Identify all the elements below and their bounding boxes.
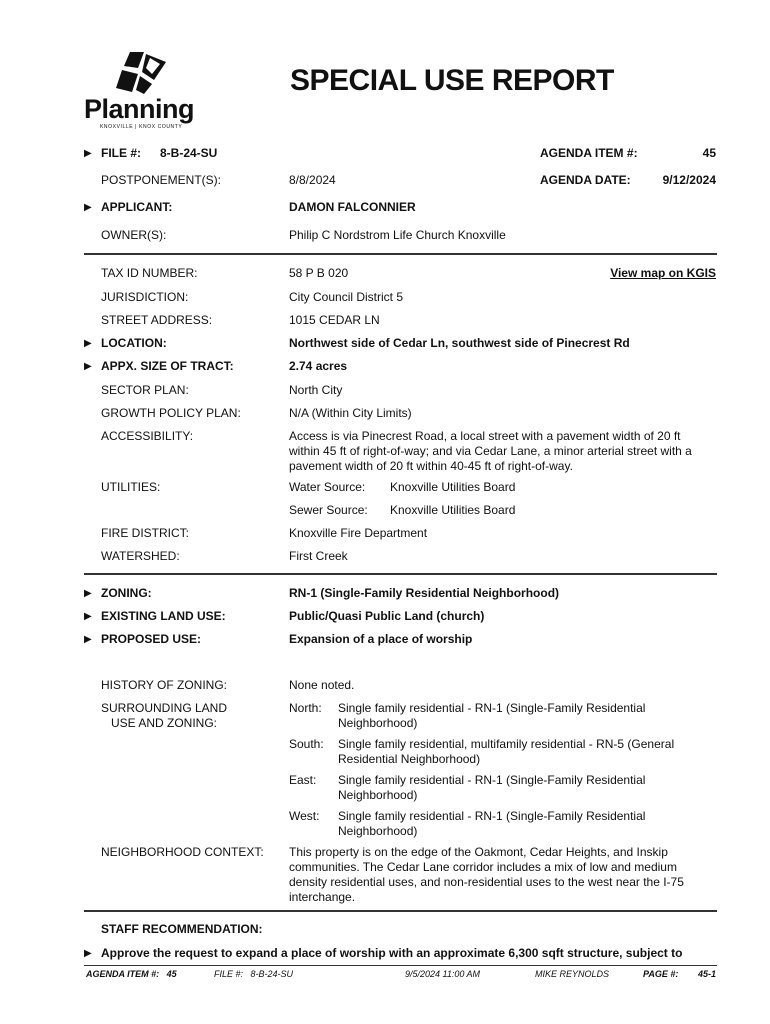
logo-text: Planning [84,94,194,124]
postponement-value: 8/8/2024 [289,173,336,187]
north-label: North: [289,701,322,715]
existing-land-use-value: Public/Quasi Public Land (church) [289,609,485,623]
east-value: Single family residential - RN-1 (Single-Family Residential Neighborhood) [338,773,646,802]
logo-subtext: KNOXVILLE | KNOX COUNTY [100,124,183,130]
bullet-arrow-icon: ▶ [84,148,92,159]
north-value: Single family residential - RN-1 (Single-Family Residential Neighborhood) [338,701,646,730]
neighborhood-context-label: NEIGHBORHOOD CONTEXT: [101,845,264,859]
bullet-arrow-icon: ▶ [84,611,92,622]
jurisdiction-label: JURISDICTION: [101,290,189,304]
watershed-label: WATERSHED: [101,549,180,563]
footer-datetime: 9/5/2024 11:00 AM [405,969,481,979]
existing-land-use-label: EXISTING LAND USE: [101,609,226,623]
staff-recommendation-heading: STAFF RECOMMENDATION: [101,922,263,936]
page-title: SPECIAL USE REPORT [290,64,614,97]
agenda-date-value: 9/12/2024 [662,173,716,187]
jurisdiction-value: City Council District 5 [289,290,404,304]
owner-value: Philip C Nordstrom Life Church Knoxville [289,228,506,242]
logo [84,50,196,132]
water-source-label: Water Source: [289,480,366,494]
postponement-label: POSTPONEMENT(S): [101,173,222,187]
section-divider [84,910,717,912]
fire-district-value: Knoxville Fire Department [289,526,428,540]
owner-label: OWNER(S): [101,228,167,242]
accessibility-label: ACCESSIBILITY: [101,429,194,443]
agenda-item-value: 45 [702,146,716,160]
street-address-value: 1015 CEDAR LN [289,313,380,327]
east-label: East: [289,773,317,787]
south-value: Single family residential, multifamily residential - RN-5 (General Residential Neighborhood) [338,737,675,766]
tax-id-value: 58 P B 020 [289,266,349,280]
bullet-arrow-icon: ▶ [84,634,92,645]
bullet-arrow-icon: ▶ [84,948,92,959]
west-value: Single family residential - RN-1 (Single-Family Residential Neighborhood) [338,809,646,838]
sector-plan-value: North City [289,383,343,397]
sector-plan-label: SECTOR PLAN: [101,383,189,397]
neighborhood-context-value: This property is on the edge of the Oakmont, Cedar Heights, and Inskip communities. The Cedar Lane corridor includes a mix of low and medium density residential uses, and non-residential uses to the west near the I-75 interchange. [289,845,684,904]
bullet-arrow-icon: ▶ [84,338,92,349]
footer-author: MIKE REYNOLDS [535,969,610,979]
location-value: Northwest side of Cedar Ln, southwest side of Pinecrest Rd [289,336,630,350]
proposed-use-label: PROPOSED USE: [101,632,202,646]
surrounding-label-line2: USE AND ZONING: [111,716,218,730]
tax-id-label: TAX ID NUMBER: [101,266,198,280]
history-zoning-value: None noted. [289,678,355,692]
proposed-use-value: Expansion of a place of worship [289,632,473,646]
west-label: West: [289,809,320,823]
growth-policy-label: GROWTH POLICY PLAN: [101,406,241,420]
applicant-value: DAMON FALCONNIER [289,200,416,214]
south-label: South: [289,737,324,751]
street-address-label: STREET ADDRESS: [101,313,213,327]
agenda-date-label: AGENDA DATE: [540,173,631,187]
footer-agenda-item: AGENDA ITEM #: 45 [86,969,177,979]
footer-file: FILE #: 8-B-24-SU [214,969,294,979]
growth-policy-value: N/A (Within City Limits) [289,406,412,420]
accessibility-value: Access is via Pinecrest Road, a local street with a pavement width of 20 ft within 45 ft of right-of-way; and via Cedar Lane, a minor arterial street with a pavement width of 20 ft within 40-45 ft of right-of-way. [289,429,692,473]
staff-recommendation-text: Approve the request to expand a place of worship with an approximate 6,300 sqft structure, subject to [101,946,683,960]
tract-size-value: 2.74 acres [289,359,348,373]
fire-district-label: FIRE DISTRICT: [101,526,190,540]
water-source-value: Knoxville Utilities Board [390,480,516,494]
file-value: 8-B-24-SU [160,146,218,160]
footer-rule [84,965,717,966]
kgis-map-link[interactable]: View map on KGIS [610,266,716,280]
section-divider [84,573,717,575]
bullet-arrow-icon: ▶ [84,202,92,213]
file-label: FILE #: [101,146,142,160]
tract-size-label: APPX. SIZE OF TRACT: [101,359,234,373]
section-divider [84,253,717,255]
footer-page-value: 45-1 [697,969,716,979]
applicant-label: APPLICANT: [101,200,173,214]
zoning-value: RN-1 (Single-Family Residential Neighborhood) [289,586,560,600]
location-label: LOCATION: [101,336,167,350]
footer-page-label: PAGE #: [643,969,679,979]
watershed-value: First Creek [289,549,348,563]
logo-mark-icon [84,50,196,98]
agenda-item-label: AGENDA ITEM #: [540,146,638,160]
history-zoning-label: HISTORY OF ZONING: [101,678,228,692]
utilities-label: UTILITIES: [101,480,161,494]
zoning-label: ZONING: [101,586,152,600]
bullet-arrow-icon: ▶ [84,361,92,372]
bullet-arrow-icon: ▶ [84,588,92,599]
sewer-source-value: Knoxville Utilities Board [390,503,516,517]
surrounding-label-line1: SURROUNDING LAND [101,701,228,715]
sewer-source-label: Sewer Source: [289,503,368,517]
